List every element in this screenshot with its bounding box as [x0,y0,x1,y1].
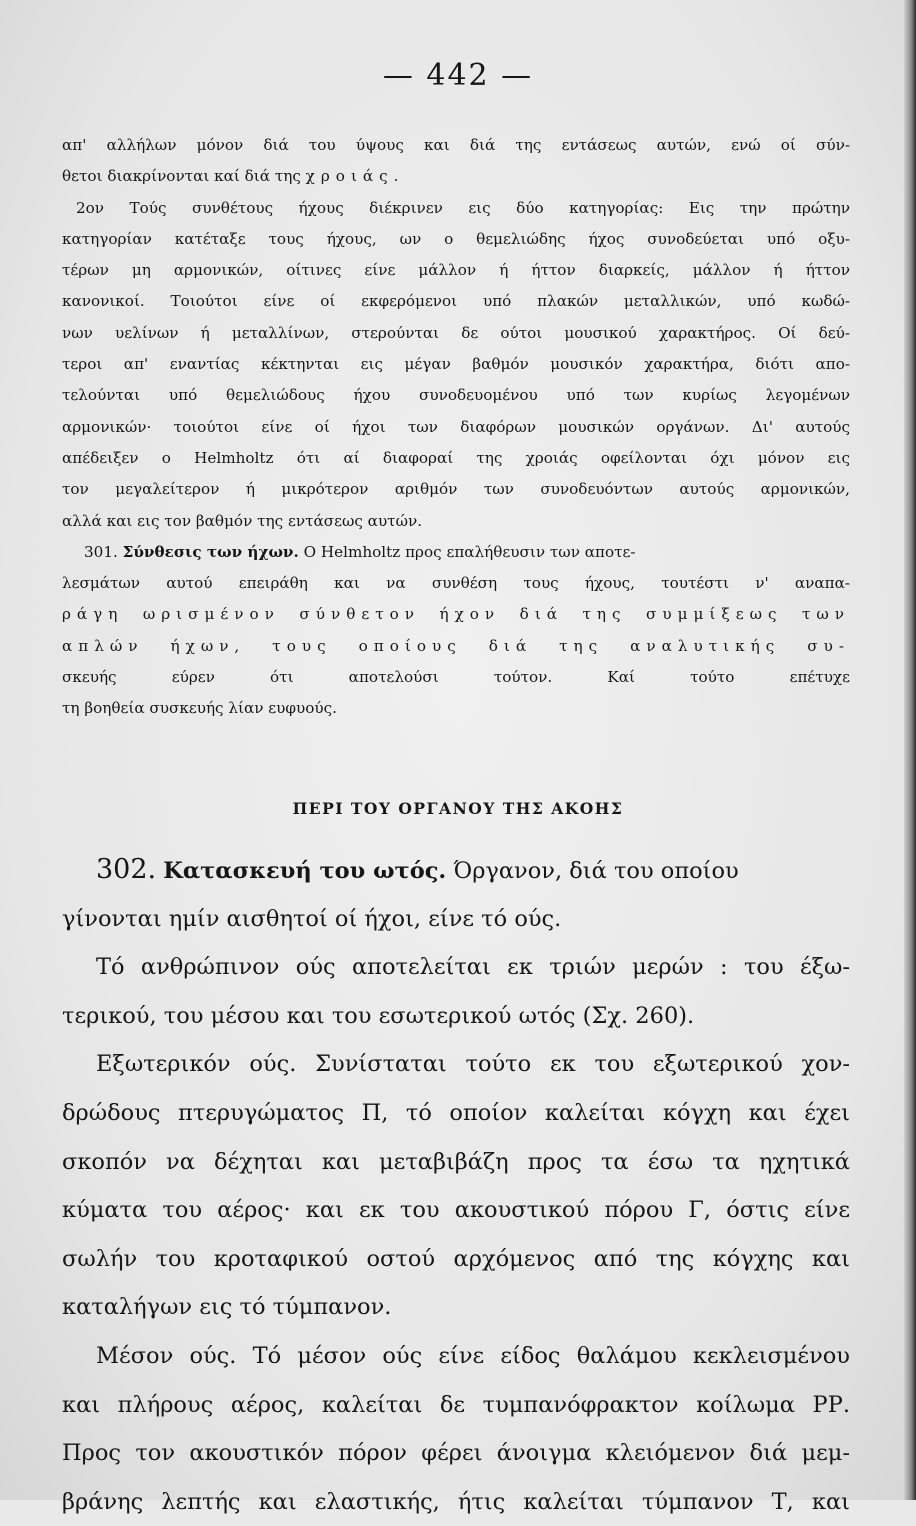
text-line: δρώδους πτερυγώματος Π, τό οποίον καλείται κόγχη και έχει [62,1099,850,1126]
text-line: Προς τον ακουστικόν πόρον φέρει άνοιγμα κλειόμενον διά μεμ- [62,1440,850,1467]
text-line: Εξωτερικόν ούς. Συνίσταται τούτο εκ του εξωτερικού χον- [96,1051,850,1078]
section-heading: ΠΕΡΙ ΤΟΥ ΟΡΓΑΝΟΥ ΤΗΣ ΑΚΟΗΣ [292,799,624,818]
paragraph-number: 301. [84,542,118,561]
text-line: τεροι απ' εναντίας κέκτηνται εις μέγαν βαθμόν μουσικόν χαρακτήρα, διότι απο- [62,355,850,374]
text-line: σκοπόν να δέχηται και μεταβιβάζη προς τα έσω τα ηχητικά [62,1148,850,1175]
text-line: τη βοηθεία συσκευής λίαν ευφυούς. [62,699,337,718]
text-line: ράγη ωρισμένον σύνθετον ήχον διά της συμμίξεως των [62,605,850,624]
spaced-word: χροιάς. [305,167,405,186]
paragraph-302-first-line [62,846,850,895]
text-line: και πλήρους αέρος, καλείται δε τυμπανόφρακτον κοίλωμα ΡΡ. [62,1391,850,1418]
text-line: κύματα του αέρος· και εκ του ακουστικού πόρου Γ, όστις είνε [62,1197,850,1224]
text-line: τέρων μη αρμονικών, οίτινες είνε μάλλον ή ήττον διαρκείς, μάλλον ή ήττον [62,261,850,280]
text-line: κανονικοί. Τοιούτοι είνε οί εκφερόμενοι υπό πλακών μεταλλικών, υπό κωδώ- [62,292,850,311]
text-fragment: θετοι διακρίνονται καί διά της [62,167,301,186]
text-line [62,161,850,192]
text-line: γίνονται ημίν αισθητοί οί ήχοι, είνε τό ούς. [62,905,562,932]
text-line: Μέσον ούς. Τό μέσον ούς είνε είδος θαλάμου κεκλεισμένου [96,1342,850,1369]
text-line: 2ον Τούς συνθέτους ήχους διέκρινεν εις δύο κατηγορίας: Εις την πρώτην [76,198,850,217]
text-line: απ' αλλήλων μόνον διά του ύψους και διά της εντάσεως αυτών, ενώ οί σύν- [62,136,850,154]
text-line: απλών ήχων, τους οποίους διά της αναλυτικής συ- [62,636,850,655]
paragraph-number: 302. [96,854,157,885]
text-line: λεσμάτων αυτού επειράθη και να συνθέση τους ήχους, τουτέστι ν' αναπα- [62,574,850,593]
paragraph-title: Κατασκευή του ωτός. [163,858,447,884]
text-line: τερικού, του μέσου και του εσωτερικού ωτός (Σχ. 260). [62,1002,695,1029]
text-line: σωλήν του κροταφικού οστού αρχόμενος από της κόγχης και [62,1245,850,1272]
section-1-text [62,130,850,725]
page-spine-shadow [904,0,916,1500]
text-line: απέδειξεν ο Helmholtz ότι αί διαφοραί της χροιάς οφείλονται όχι μόνον εις [62,448,850,467]
section-2-text [62,846,850,1526]
text-line: τον μεγαλείτερον ή μικρότερον αριθμόν των συνοδευόντων αυτούς αρμονικών, [62,480,850,499]
text-line: καταλήγων εις τό τύμπανον. [62,1294,392,1321]
text-line: Τό ανθρώπινον ούς αποτελείται εκ τριών μερών : του έξω- [96,954,850,981]
text-line: αλλά και εις τον βαθμόν της εντάσεως αυτών. [62,511,423,530]
text-line: βράνης λεπτής και ελαστικής, ήτις καλείται τύμπανον Τ, και [62,1488,850,1515]
text-line: σκευής εύρεν ότι αποτελούσι τούτον. Καί τούτο επέτυχε [62,668,850,687]
text-line: αρμονικών· τοιούτοι είνε οί ήχοι των διαφόρων μουσικών οργάνων. Δι' αυτούς [62,417,850,436]
paragraph-title: Σύνθεσις των ήχων. [122,542,299,561]
text-line: κατηγορίαν κατέταξε τους ήχους, ων ο θεμελιώδης ήχος συνοδεύεται υπό οξυ- [62,229,850,248]
text-line: νων υελίνων ή μεταλλίνων, στερούνται δε ούτοι μουσικού χαρακτήρος. Οί δεύ- [62,323,850,342]
text-fragment: Ο Helmholtz προς επαλήθευσιν των αποτε- [303,542,636,561]
page-number: — 442 — [382,58,534,93]
text-fragment: Όργανον, διά του οποίου [453,858,739,884]
paragraph-301-first-line [62,537,850,568]
text-line: τελούνται υπό θεμελιώδους ήχου συνοδευομένου υπό των κυρίως λεγομένων [62,386,850,405]
